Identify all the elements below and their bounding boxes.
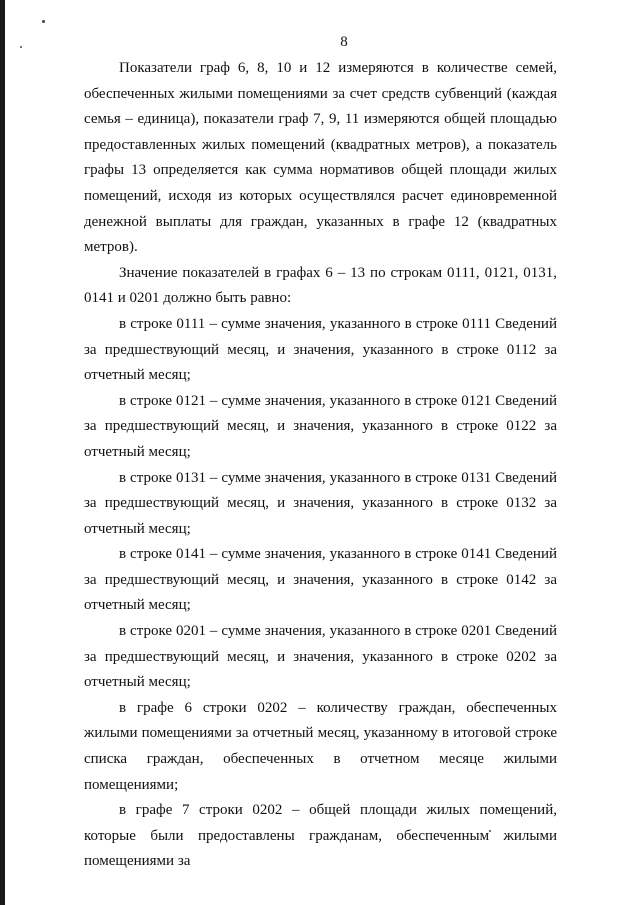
paragraph: Показатели граф 6, 8, 10 и 12 измеряются в количестве семей, обеспеченных жилыми помещениями за счет средств субвенций (каждая семья – единица), показатели граф 7, 9, 11 измеряются общей площадью предоставленных жилых помещений (квадратных метров), а показатель графы 13 определяется как сумма нормативов общей площади жилых помещений, исходя из которых осуществлялся расчет единовременной денежной выплаты для граждан, указанных в графе 12 (квадратных метров). [84,60,557,256]
scan-speck [20,46,22,48]
paragraph: в графе 7 строки 0202 – общей площади жилых помещений, которые были предоставлены гражданам, обеспеченным жилыми помещениями за [84,802,557,870]
scan-left-edge [0,0,5,905]
paragraph: в строке 0131 – сумме значения, указанного в строке 0131 Сведений за предшествующий месяц, и значения, указанного в строке 0132 за отчетный месяц; [84,469,557,537]
paragraph: Значение показателей в графах 6 – 13 по строкам 0111, 0121, 0131, 0141 и 0201 должно быть равно: [84,264,557,307]
paragraph: в строке 0141 – сумме значения, указанного в строке 0141 Сведений за предшествующий месяц, и значения, указанного в строке 0142 за отчетный месяц; [84,546,557,614]
paragraph: в строке 0121 – сумме значения, указанного в строке 0121 Сведений за предшествующий месяц, и значения, указанного в строке 0122 за отчетный месяц; [84,392,557,460]
paragraph: в графе 6 строки 0202 – количеству граждан, обеспеченных жилыми помещениями за отчетный месяц, указанному в итоговой строке списка граждан, обеспеченных в отчетном месяце жилыми помещениями; [84,699,557,793]
document-body [84,56,557,875]
paragraph: в строке 0201 – сумме значения, указанного в строке 0201 Сведений за предшествующий месяц, и значения, указанного в строке 0202 за отчетный месяц; [84,623,557,691]
scan-speck [42,20,45,23]
page-number: 8 [340,34,348,50]
paragraph: в строке 0111 – сумме значения, указанного в строке 0111 Сведений за предшествующий месяц, и значения, указанного в строке 0112 за отчетный месяц; [84,315,557,384]
